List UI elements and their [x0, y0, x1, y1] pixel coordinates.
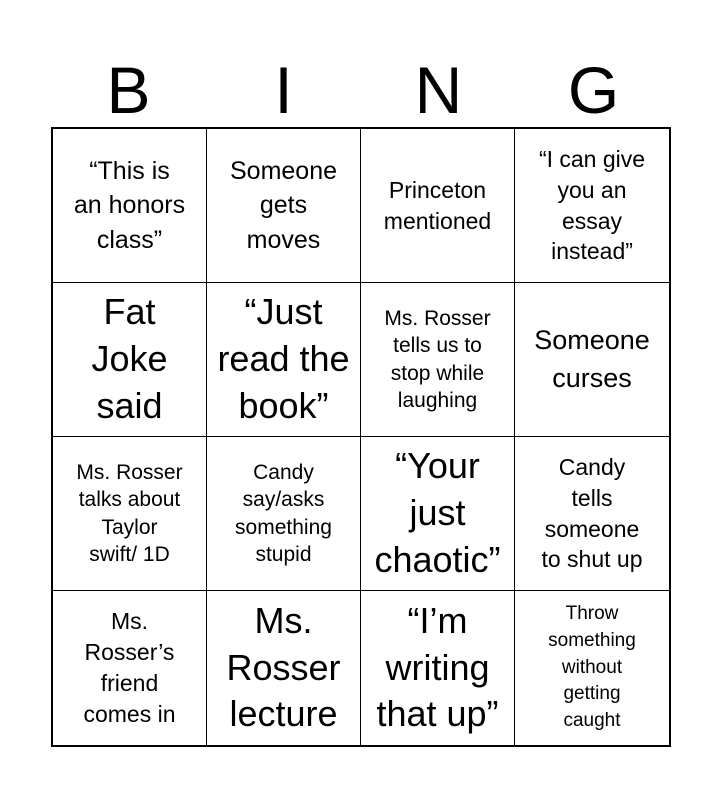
cell-text: Ms. Rosser talks about Taylor swift/ 1D [76, 460, 183, 566]
bingo-cell-r2c4[interactable] [515, 283, 669, 437]
cell-text: “Your just chaotic” [374, 445, 501, 580]
cell-text: Someone curses [534, 325, 650, 393]
bingo-cell-r4c3[interactable] [361, 591, 515, 745]
bingo-cell-r2c3[interactable] [361, 283, 515, 437]
cell-text: Someone gets moves [229, 156, 338, 254]
bingo-cell-r3c2[interactable] [207, 437, 361, 591]
bingo-cell-r1c3[interactable] [361, 129, 515, 283]
bingo-cell-r4c4[interactable] [515, 591, 669, 745]
bingo-cell-r3c4[interactable] [515, 437, 669, 591]
cell-text: Ms. Rosser tells us to stop while laughing [384, 306, 491, 412]
header-letter-i: I [274, 53, 293, 127]
cell-text: “I can give you an essay instead” [538, 145, 646, 265]
cell-text: “I’m writing that up” [376, 599, 499, 735]
cell-text: Candy tells someone to shut up [541, 453, 643, 573]
cell-text: Princeton mentioned [383, 176, 492, 234]
bingo-cell-r2c1[interactable] [53, 283, 207, 437]
bingo-cell-r3c3[interactable] [361, 437, 515, 591]
bingo-cell-r1c1[interactable] [53, 129, 207, 283]
cell-text: Fat Joke said [91, 291, 168, 426]
bingo-cell-r4c2[interactable] [207, 591, 361, 745]
bingo-cell-r1c2[interactable] [207, 129, 361, 283]
bingo-board [51, 127, 671, 747]
bingo-cell-r3c1[interactable] [53, 437, 207, 591]
header-letter-g: G [567, 53, 620, 127]
cell-text: Ms. Rosser’s friend comes in [83, 608, 176, 727]
cell-text: Candy say/asks something stupid [235, 460, 332, 566]
header-letter-b: B [106, 53, 151, 127]
header-letter-n: N [414, 53, 463, 127]
cell-text: “Just read the book” [217, 291, 350, 426]
cell-text: Throw something without getting caught [548, 602, 636, 732]
bingo-cell-r1c4[interactable] [515, 129, 669, 283]
bingo-cell-r4c1[interactable] [53, 591, 207, 745]
cell-text: Ms. Rosser lecture [226, 599, 341, 735]
bingo-header [51, 52, 671, 128]
bingo-cell-r2c2[interactable] [207, 283, 361, 437]
cell-text: “This is an honors class” [73, 156, 186, 254]
